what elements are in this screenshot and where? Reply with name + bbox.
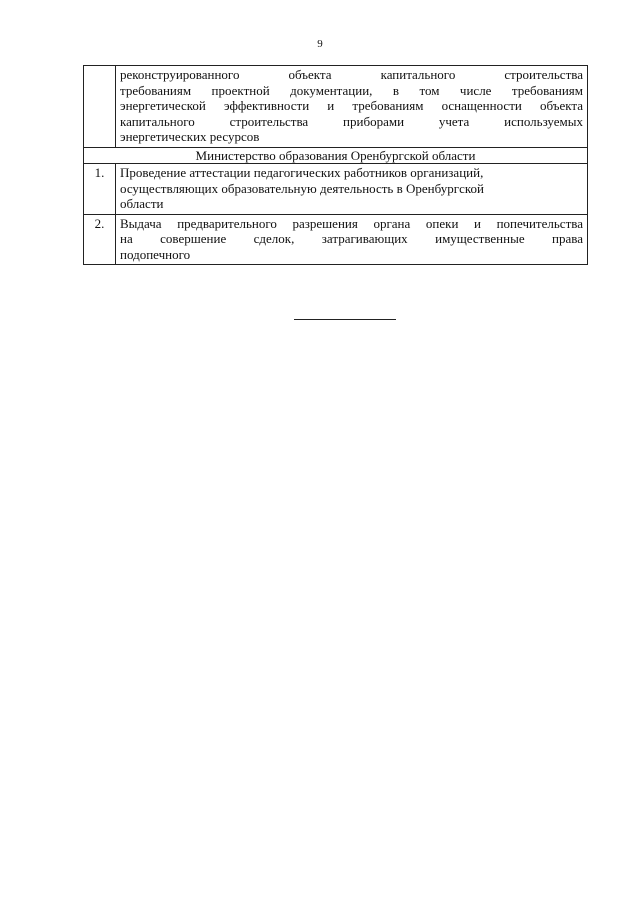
row-number-cell: 1. [84,164,116,215]
table-row-continued [84,66,588,148]
table-row [84,164,588,215]
table-row [84,214,588,265]
row-number-cell [84,66,116,148]
service-description-cell [116,214,588,265]
text-line: Проведение аттестации педагогических работников организаций, [120,165,484,180]
text-line: энергетической эффективности и требованиям оснащенности объекта [120,98,583,113]
text-line: реконструированного объекта капитального строительства [120,67,583,82]
page-number: 9 [317,38,323,50]
text-line: области [120,196,164,211]
text-line: на совершение сделок, затрагивающих имущественные права [120,231,583,246]
services-table [83,65,588,265]
text-line: капитального строительства приборами учета используемых [120,113,583,129]
text-line: энергетических ресурсов [120,129,260,144]
table-section-header-row [84,147,588,164]
end-of-document-rule [294,319,396,320]
text-line: осуществляющих образовательную деятельность в Оренбургской [120,180,484,196]
service-description-cell [116,66,588,148]
text-line: требованиям проектной документации, в том числе требованиям [120,82,583,98]
text-line: подопечного [120,246,191,262]
row-number-cell: 2. [84,214,116,265]
section-header: Министерство образования Оренбургской области [84,147,588,164]
text-line: Выдача предварительного разрешения органа опеки и попечительства [120,215,583,231]
service-description-cell [116,164,588,215]
